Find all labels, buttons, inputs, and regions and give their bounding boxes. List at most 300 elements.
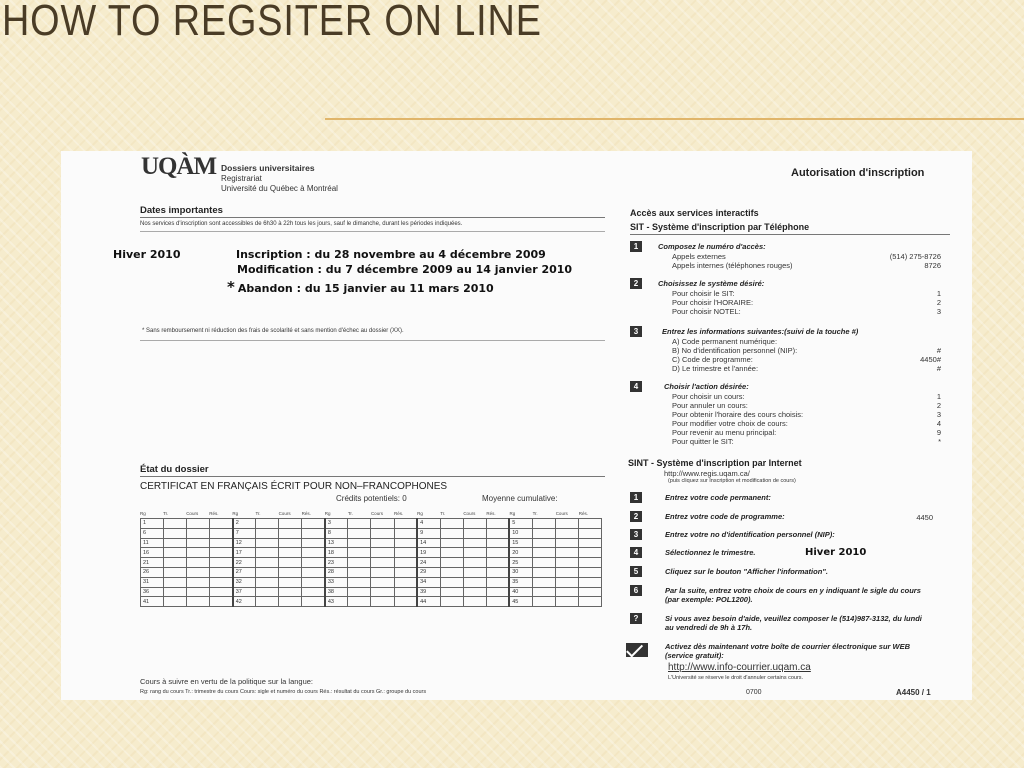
option-label: Pour choisir l'HORAIRE: <box>672 298 754 307</box>
grid-cell <box>279 597 302 607</box>
grid-col-header: Rés. <box>394 510 404 516</box>
grid-cell <box>486 548 509 558</box>
grid-cell <box>256 519 279 529</box>
grid-cell <box>371 567 394 577</box>
rank-cell: 27 <box>233 567 256 577</box>
option-label: D) Le trimestre et l'année: <box>672 364 759 373</box>
option-label: Pour choisir NOTEL: <box>672 307 741 316</box>
grid-cell <box>371 528 394 538</box>
grid-col-header: Rg <box>324 510 331 516</box>
grid-cell <box>256 567 279 577</box>
inscription-dates: Inscription : du 28 novembre au 4 décembre 2009 <box>236 248 546 261</box>
course-table <box>140 518 602 607</box>
rank-cell: 31 <box>141 577 164 587</box>
web-step-6-text: Par la suite, entrez votre choix de cours en y indiquant le sigle du cours (par exemple: POL1200). <box>665 586 921 604</box>
grid-cell <box>463 519 486 529</box>
rank-cell: 39 <box>417 587 440 597</box>
rank-cell: 36 <box>141 587 164 597</box>
org-name: Dossiers universitaires <box>221 163 315 173</box>
step-3-badge: 3 <box>630 326 642 337</box>
grid-cell <box>578 558 601 568</box>
term-label-right: Hiver 2010 <box>805 547 867 558</box>
step-2-text: Choisissez le système désiré: <box>658 279 765 288</box>
step-1-badge: 1 <box>630 241 642 252</box>
form-code: A4450 / 1 <box>896 688 931 697</box>
option-value: 3 <box>936 410 941 419</box>
rank-cell: 30 <box>509 567 532 577</box>
mail-url[interactable]: http://www.info-courrier.uqam.ca <box>668 662 811 673</box>
grid-cell <box>532 597 555 607</box>
step-3-text: Entrez les informations suivantes:(suivi de la touche #) <box>662 327 859 336</box>
rank-cell: 10 <box>509 528 532 538</box>
rank-cell: 34 <box>417 577 440 587</box>
grid-cell <box>187 519 210 529</box>
grid-cell <box>210 519 233 529</box>
rank-cell: 1 <box>141 519 164 529</box>
grid-cell <box>578 538 601 548</box>
grid-cell <box>532 519 555 529</box>
grid-cell <box>486 567 509 577</box>
envelope-icon <box>626 643 648 657</box>
grid-cell <box>532 587 555 597</box>
rank-cell: 45 <box>509 597 532 607</box>
grid-col-header: Tr. <box>440 510 446 516</box>
grid-cell <box>164 587 187 597</box>
rank-cell: 19 <box>417 548 440 558</box>
grid-cell <box>279 558 302 568</box>
grid-cell <box>463 597 486 607</box>
dates-note: Nos services d'inscription sont accessibles de 6h30 à 22h tous les jours, sauf le dimanche, durant les périodes indiquées. <box>140 221 463 227</box>
grid-cell <box>440 538 463 548</box>
web-step-3-text: Entrez votre no d'identification personnel (NIP): <box>665 530 835 539</box>
grid-cell <box>302 519 325 529</box>
grid-col-header: Tr. <box>347 510 353 516</box>
grid-cell <box>578 548 601 558</box>
grid-col-header: Rg <box>417 510 423 516</box>
org-univ: Université du Québec à Montréal <box>221 184 338 193</box>
grid-cell <box>187 587 210 597</box>
grid-cell <box>371 597 394 607</box>
table-row <box>141 597 602 607</box>
grid-cell <box>256 528 279 538</box>
grid-cell <box>371 587 394 597</box>
option-label: Pour choisir le SIT: <box>672 289 735 298</box>
rank-cell: 16 <box>141 548 164 558</box>
grid-col-header: Tr. <box>255 510 261 516</box>
option-value: (514) 275-8726 <box>889 252 941 261</box>
grid-cell <box>302 567 325 577</box>
grid-col-header: Tr. <box>532 510 538 516</box>
grid-cell <box>555 519 578 529</box>
rank-cell: 38 <box>325 587 348 597</box>
grid-col-header: Rés. <box>578 510 589 516</box>
grid-cell <box>486 558 509 568</box>
option-label: C) Code de programme: <box>672 355 753 364</box>
web-step-1-badge: 1 <box>630 492 642 503</box>
option-label: Appels internes (téléphones rouges) <box>672 261 793 270</box>
grid-cell <box>578 567 601 577</box>
rank-cell: 13 <box>325 538 348 548</box>
web-step-5-text: Cliquez sur le bouton "Afficher l'information". <box>665 567 828 576</box>
grid-cell <box>256 558 279 568</box>
slide-title: HOW TO REGSITER ON LINE <box>2 0 542 45</box>
grid-col-header: Rg <box>232 510 239 516</box>
grid-cell <box>440 597 463 607</box>
grid-cell <box>348 538 371 548</box>
grid-cell <box>279 519 302 529</box>
divider <box>630 234 950 235</box>
grid-cell <box>302 548 325 558</box>
rank-cell: 22 <box>233 558 256 568</box>
grid-cell <box>187 558 210 568</box>
registration-form-image <box>61 151 972 700</box>
grid-cell <box>394 577 417 587</box>
rank-cell: 7 <box>233 528 256 538</box>
option-value: # <box>936 364 941 373</box>
grid-cell <box>394 538 417 548</box>
option-label: Pour obtenir l'horaire des cours choisis: <box>672 410 804 419</box>
grid-cell <box>187 567 210 577</box>
rank-cell: 12 <box>233 538 256 548</box>
grid-cell <box>348 597 371 607</box>
grid-cell <box>371 558 394 568</box>
divider <box>140 340 605 341</box>
grid-cell <box>532 528 555 538</box>
grid-cell <box>532 538 555 548</box>
sit-title: SIT - Système d'inscription par Téléphone <box>630 222 810 232</box>
grid-cell <box>463 567 486 577</box>
uqam-logo: UQÀM <box>141 153 217 180</box>
grid-cell <box>463 587 486 597</box>
help-icon: ? <box>630 613 642 624</box>
credits-label: Crédits potentiels: 0 <box>336 494 407 503</box>
grid-cell <box>279 587 302 597</box>
option-value: 3 <box>936 307 941 316</box>
step-4-text: Choisir l'action désirée: <box>664 382 749 391</box>
grid-cell <box>210 538 233 548</box>
etat-title: État du dossier <box>140 464 209 475</box>
term-label: Hiver 2010 <box>113 248 181 261</box>
course-grid <box>140 508 602 607</box>
web-step-1-text: Entrez votre code permanent: <box>665 493 771 502</box>
option-value: # <box>936 346 941 355</box>
web-step-2-badge: 2 <box>630 511 642 522</box>
abandon-dates <box>227 278 494 296</box>
web-step-4-badge: 4 <box>630 547 642 558</box>
grid-col-header: Rés. <box>301 510 311 516</box>
grid-cell <box>164 577 187 587</box>
option-value: * <box>938 437 941 446</box>
web-step-6-badge: 6 <box>630 585 642 596</box>
grid-cell <box>210 587 233 597</box>
sint-title: SINT - Système d'inscription par Internet <box>628 458 802 468</box>
grid-cell <box>394 548 417 558</box>
grid-cell <box>256 538 279 548</box>
grid-cell <box>302 587 325 597</box>
grid-cell <box>164 558 187 568</box>
option-label: A) Code permanent numérique: <box>672 337 778 346</box>
grid-cell <box>578 597 601 607</box>
grid-col-header: Cours <box>278 510 291 516</box>
rank-cell: 32 <box>233 577 256 587</box>
grid-cell <box>348 567 371 577</box>
grid-cell <box>279 548 302 558</box>
table-row <box>141 558 602 568</box>
table-row <box>141 519 602 529</box>
grid-cell <box>578 528 601 538</box>
rank-cell: 5 <box>509 519 532 529</box>
rank-cell: 20 <box>509 548 532 558</box>
rank-cell: 24 <box>417 558 440 568</box>
grid-cell <box>187 577 210 587</box>
grid-cell <box>394 519 417 529</box>
grid-cell <box>302 538 325 548</box>
rank-cell: 42 <box>233 597 256 607</box>
rank-cell: 11 <box>141 538 164 548</box>
grid-cell <box>486 587 509 597</box>
form-number: 0700 <box>746 689 762 696</box>
grid-cell <box>555 597 578 607</box>
grid-cell <box>302 528 325 538</box>
grid-cell <box>394 567 417 577</box>
abandon-text: Abandon : du 15 janvier au 11 mars 2010 <box>237 282 494 295</box>
rank-cell: 2 <box>233 519 256 529</box>
web-step-4-text: Sélectionnez le trimestre. <box>665 548 756 557</box>
sint-url[interactable]: http://www.regis.uqam.ca/ <box>664 469 750 478</box>
grid-cell <box>440 567 463 577</box>
grid-cell <box>578 577 601 587</box>
grid-cell <box>256 548 279 558</box>
grid-cell <box>555 548 578 558</box>
grid-col-header: Cours <box>555 510 568 516</box>
grid-cell <box>555 538 578 548</box>
option-value: 1 <box>936 289 941 298</box>
rank-cell: 14 <box>417 538 440 548</box>
grid-cell <box>486 519 509 529</box>
rank-cell: 17 <box>233 548 256 558</box>
grid-cell <box>210 567 233 577</box>
option-label: Pour modifier votre choix de cours: <box>672 419 788 428</box>
table-row <box>141 538 602 548</box>
option-label: Pour choisir un cours: <box>672 392 745 401</box>
step-1-text: Composez le numéro d'accès: <box>658 242 766 251</box>
grid-cell <box>348 528 371 538</box>
rank-cell: 25 <box>509 558 532 568</box>
certificate-name: CERTIFICAT EN FRANÇAIS ÉCRIT POUR NON–FRANCOPHONES <box>140 481 448 492</box>
grid-cell <box>532 548 555 558</box>
rank-cell: 26 <box>141 567 164 577</box>
grid-cell <box>348 577 371 587</box>
rank-cell: 8 <box>325 528 348 538</box>
grid-cell <box>486 538 509 548</box>
table-row <box>141 587 602 597</box>
option-value: 9 <box>936 428 941 437</box>
grid-col-header: Cours <box>186 510 199 516</box>
grid-cell <box>440 528 463 538</box>
grid-col-header: Cours <box>370 510 383 516</box>
grid-cell <box>164 597 187 607</box>
grid-cell <box>164 567 187 577</box>
grid-cell <box>187 548 210 558</box>
grid-col-header: Cours <box>463 510 476 516</box>
grid-cell <box>440 577 463 587</box>
grid-cell <box>463 558 486 568</box>
option-label: Pour revenir au menu principal: <box>672 428 777 437</box>
grid-cell <box>463 538 486 548</box>
grid-cell <box>256 577 279 587</box>
option-label: Pour annuler un cours: <box>672 401 748 410</box>
grid-cell <box>348 558 371 568</box>
grid-cell <box>302 577 325 587</box>
rank-cell: 6 <box>141 528 164 538</box>
no-refund-note: * Sans remboursement ni réduction des frais de scolarité et sans mention d'échec au dossier (XX). <box>142 328 404 334</box>
rank-cell: 15 <box>509 538 532 548</box>
table-row <box>141 577 602 587</box>
modification-dates: Modification : du 7 décembre 2009 au 14 janvier 2010 <box>237 263 573 276</box>
grid-header <box>140 508 602 518</box>
rank-cell: 41 <box>141 597 164 607</box>
rank-cell: 23 <box>325 558 348 568</box>
org-block <box>221 163 411 194</box>
option-label: Pour quitter le SIT: <box>672 437 734 446</box>
grid-cell <box>555 528 578 538</box>
grid-cell <box>187 528 210 538</box>
grid-cell <box>348 587 371 597</box>
grid-cell <box>440 587 463 597</box>
divider <box>140 231 605 232</box>
rank-cell: 37 <box>233 587 256 597</box>
rank-cell: 4 <box>417 519 440 529</box>
grid-cell <box>279 528 302 538</box>
mail-text: Activez dès maintenant votre boîte de courrier électronique sur WEB (service gratuit): <box>665 642 911 660</box>
grid-cell <box>578 587 601 597</box>
grid-cell <box>555 558 578 568</box>
grid-cell <box>532 577 555 587</box>
web-step-2-text: Entrez votre code de programme: <box>665 512 785 521</box>
grid-cell <box>210 548 233 558</box>
grid-cell <box>394 528 417 538</box>
grid-cell <box>279 577 302 587</box>
rank-cell: 44 <box>417 597 440 607</box>
table-row <box>141 528 602 538</box>
option-value: 2 <box>936 298 941 307</box>
option-value: 4450# <box>920 355 941 364</box>
dates-title: Dates importantes <box>140 205 223 216</box>
grid-cell <box>371 577 394 587</box>
grid-cell <box>486 577 509 587</box>
rank-cell: 18 <box>325 548 348 558</box>
langue-note: Cours à suivre en vertu de la politique sur la langue: <box>140 677 314 686</box>
rank-cell: 3 <box>325 519 348 529</box>
option-value: 2 <box>936 401 941 410</box>
grid-cell <box>463 577 486 587</box>
asterisk: * <box>227 278 235 296</box>
step-2-badge: 2 <box>630 278 642 289</box>
table-row <box>141 567 602 577</box>
grid-cell <box>394 587 417 597</box>
grid-cell <box>210 577 233 587</box>
grid-cell <box>210 597 233 607</box>
grid-cell <box>532 558 555 568</box>
grid-cell <box>486 528 509 538</box>
grid-cell <box>348 519 371 529</box>
grid-cell <box>187 538 210 548</box>
rank-cell: 9 <box>417 528 440 538</box>
option-value: 8726 <box>924 261 941 270</box>
grid-cell <box>532 567 555 577</box>
divider <box>140 217 605 218</box>
grid-cell <box>394 558 417 568</box>
grid-cell <box>555 577 578 587</box>
grid-cell <box>371 519 394 529</box>
legend-note: Rg: rang du cours Tr.: trimestre du cours Cours: sigle et numéro du cours Rés.: résultat du cours Gr.: groupe du cours <box>140 689 427 695</box>
grid-col-header: Tr. <box>163 510 169 516</box>
grid-cell <box>164 548 187 558</box>
option-value: 4 <box>936 419 941 428</box>
rank-cell: 33 <box>325 577 348 587</box>
sint-sub: (puis cliquez sur Inscription et modification de cours) <box>668 478 796 484</box>
auth-title: Autorisation d'inscription <box>791 167 925 179</box>
grid-col-header: Rg <box>509 510 516 516</box>
org-dept: Registrariat <box>221 174 262 183</box>
grid-cell <box>463 548 486 558</box>
grid-cell <box>486 597 509 607</box>
grid-cell <box>578 519 601 529</box>
grid-cell <box>164 538 187 548</box>
web-step-3-badge: 3 <box>630 529 642 540</box>
grid-cell <box>348 548 371 558</box>
grid-cell <box>279 538 302 548</box>
grid-cell <box>256 597 279 607</box>
grid-cell <box>164 519 187 529</box>
rank-cell: 28 <box>325 567 348 577</box>
program-code: 4450 <box>916 513 933 522</box>
grid-cell <box>440 519 463 529</box>
option-label: B) No d'identification personnel (NIP): <box>672 346 798 355</box>
rank-cell: 29 <box>417 567 440 577</box>
acces-title: Accès aux services interactifs <box>630 208 759 218</box>
grid-cell <box>555 587 578 597</box>
mail-note: L'Université se réserve le droit d'annuler certains cours. <box>668 675 804 681</box>
grid-cell <box>210 528 233 538</box>
rank-cell: 43 <box>325 597 348 607</box>
grid-cell <box>371 548 394 558</box>
grid-cell <box>302 597 325 607</box>
grid-cell <box>187 597 210 607</box>
web-step-5-badge: 5 <box>630 566 642 577</box>
table-row <box>141 548 602 558</box>
grid-col-header: Rg <box>140 510 146 516</box>
option-value: 1 <box>936 392 941 401</box>
grid-cell <box>440 558 463 568</box>
help-text: Si vous avez besoin d'aide, veuillez composer le (514)987-3132, du lundi au vendredi de 9h à 17h. <box>665 614 922 632</box>
title-rule <box>325 118 1024 120</box>
grid-cell <box>164 528 187 538</box>
grid-cell <box>371 538 394 548</box>
grid-cell <box>256 587 279 597</box>
average-label: Moyenne cumulative: <box>482 494 558 503</box>
grid-cell <box>394 597 417 607</box>
rank-cell: 35 <box>509 577 532 587</box>
grid-cell <box>210 558 233 568</box>
grid-cell <box>555 567 578 577</box>
grid-cell <box>302 558 325 568</box>
rank-cell: 40 <box>509 587 532 597</box>
grid-col-header: Rés. <box>486 510 496 516</box>
option-label: Appels externes <box>672 252 726 261</box>
grid-cell <box>440 548 463 558</box>
divider <box>140 476 605 477</box>
